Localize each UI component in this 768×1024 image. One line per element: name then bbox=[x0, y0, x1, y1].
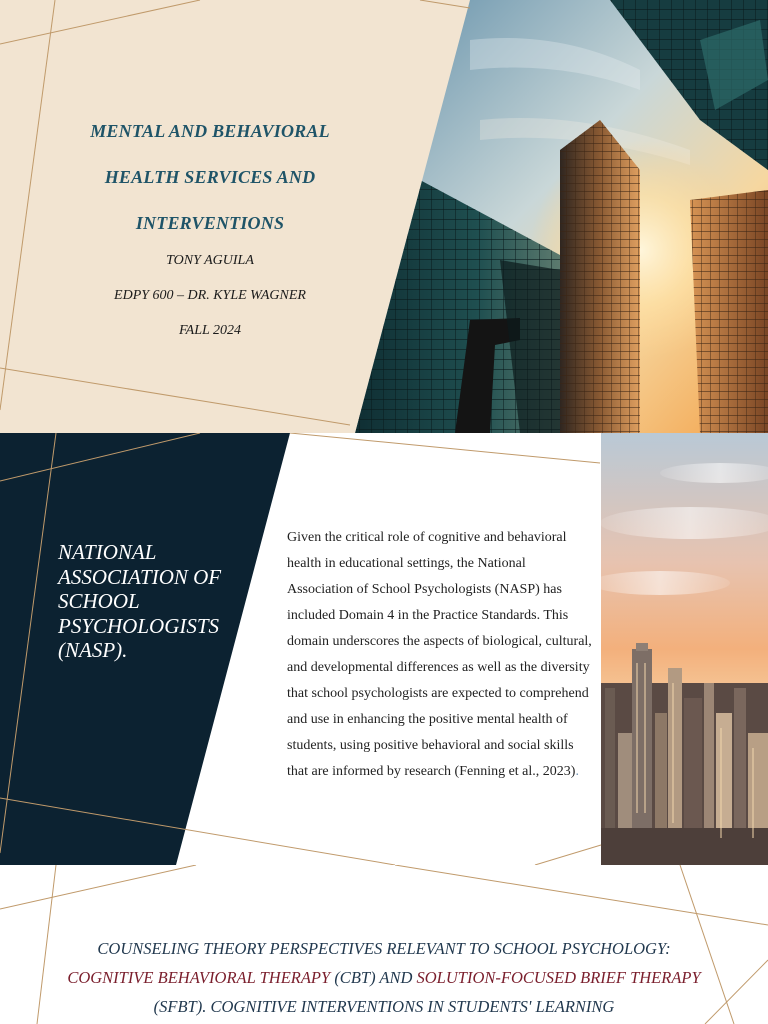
sfbt-term: SOLUTION-FOCUSED BRIEF THERAPY bbox=[416, 968, 701, 987]
title-block bbox=[60, 108, 360, 339]
counseling-heading-part-3: (SFBT). COGNITIVE INTERVENTIONS IN STUDENTS' LEARNING bbox=[153, 997, 615, 1016]
city-skyline-photo bbox=[590, 433, 768, 865]
counseling-theory-slide bbox=[0, 865, 768, 1024]
nasp-body-paragraph: Given the critical role of cognitive and behavioral health in educational settings, the National Association of School Psychologists (NASP) has included Domain 4 in the Practice Standards. This domain underscores the aspects of biological, cultural, and developmental differences as well as the diversity that school psychologists are expected to comprehend and use in enhancing the positive mental health of students, using positive behavioral and social skills that are informed by research (Fenning et al., 2023) bbox=[287, 530, 592, 779]
counseling-theory-heading bbox=[56, 934, 712, 1021]
nasp-heading: NATIONAL ASSOCIATION OF SCHOOL PSYCHOLOGISTS (NASP). bbox=[58, 540, 222, 662]
cbt-term: COGNITIVE BEHAVIORAL THERAPY bbox=[67, 968, 331, 987]
presentation-title-line-2: HEALTH SERVICES AND bbox=[104, 167, 316, 187]
nasp-body-end: . bbox=[575, 764, 579, 779]
counseling-heading-part-2: (CBT) AND bbox=[334, 968, 413, 987]
course-info: EDPY 600 – DR. KYLE WAGNER bbox=[114, 288, 306, 303]
presentation-title-line-1: MENTAL AND BEHAVIORAL bbox=[90, 121, 330, 141]
presentation-title-line-3: INTERVENTIONS bbox=[135, 213, 285, 233]
nasp-slide bbox=[0, 433, 768, 865]
author-name: TONY AGUILA bbox=[166, 253, 254, 268]
title-slide bbox=[0, 0, 768, 433]
counseling-heading-part-1: COUNSELING THEORY PERSPECTIVES RELEVANT TO SCHOOL PSYCHOLOGY: bbox=[97, 939, 671, 958]
term-info: FALL 2024 bbox=[178, 323, 242, 338]
nasp-body-text bbox=[287, 525, 593, 785]
